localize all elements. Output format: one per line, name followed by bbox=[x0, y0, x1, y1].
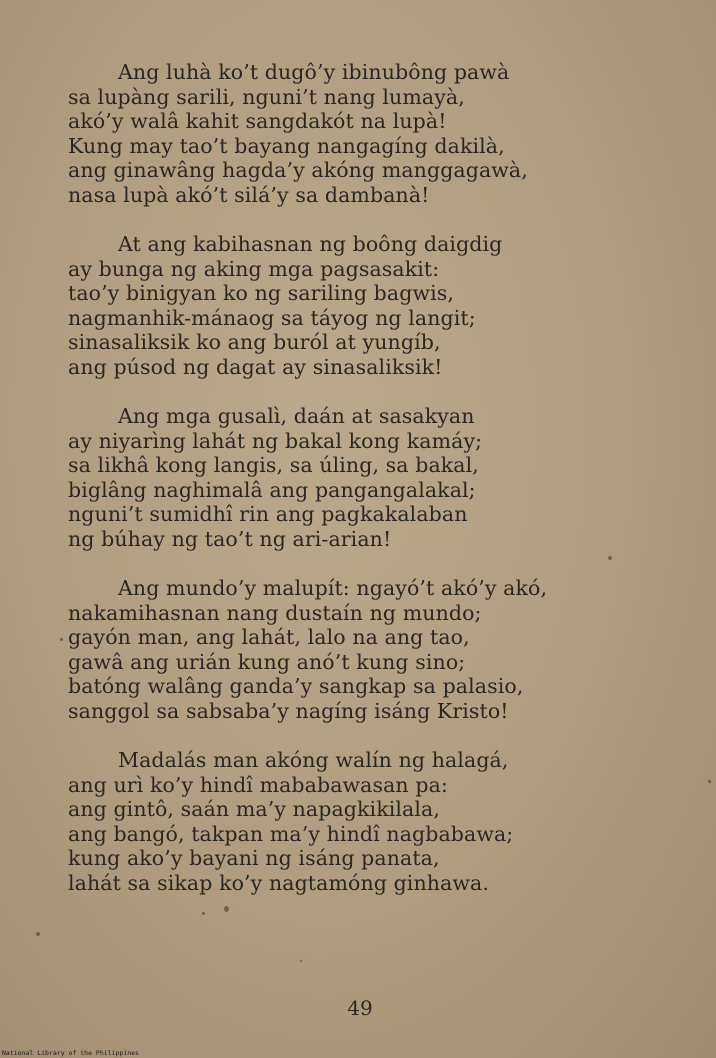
poem-line: Madalás man akóng walín ng halagá, bbox=[118, 748, 509, 772]
poem-line: Kung may tao’t bayang nangagíng dakilà, bbox=[68, 133, 505, 158]
poem-line: At ang kabihasnan ng boông daigdig bbox=[118, 232, 503, 256]
poem-line: nguni’t sumidhî rin ang pagkakalaban bbox=[68, 502, 468, 527]
poem-line: Ang mga gusalì, daán at sasakyan bbox=[118, 404, 475, 428]
poem-line: gawâ ang urián kung anó’t kung sino; bbox=[68, 649, 466, 674]
poem-line: ang bangó, takpan ma’y hindî nagbabawa; bbox=[68, 821, 514, 846]
paper-speck bbox=[60, 638, 63, 641]
poem-line: ang púsod ng dagat ay sinasaliksik! bbox=[68, 354, 443, 379]
poem-line: gayón man, ang lahát, lalo na ang tao, bbox=[68, 625, 470, 650]
paper-speck bbox=[300, 960, 302, 962]
stanza-4 bbox=[68, 576, 628, 724]
paper-speck bbox=[202, 912, 205, 915]
poem-line: sinasaliksik ko ang buról at yungíb, bbox=[68, 330, 441, 355]
poem-line: sanggol sa sabsaba’y nagíng isáng Kristo! bbox=[68, 698, 509, 723]
poem-line: lahát sa sikap ko’y nagtamóng ginhawa. bbox=[68, 870, 489, 895]
poem-line: biglâng naghimalâ ang pangangalakal; bbox=[68, 477, 476, 502]
poem-line: batóng walâng ganda’y sangkap sa palasio, bbox=[68, 674, 524, 699]
paper-speck bbox=[224, 906, 229, 912]
poem-line: Ang mundo’y malupít: ngayó’t akó’y akó, bbox=[118, 576, 548, 600]
stanza-3 bbox=[68, 404, 628, 552]
poem-line: sa lupàng sarili, nguni’t nang lumayà, bbox=[68, 84, 465, 109]
poem-line: nagmanhik-mánaog sa táyog ng langit; bbox=[68, 305, 476, 330]
page-number: 49 bbox=[347, 996, 373, 1020]
poem-line: kung ako’y bayani ng isáng panata, bbox=[68, 846, 440, 871]
poem-line: ay bunga ng aking mga pagsasakit: bbox=[68, 256, 440, 281]
stanza-2 bbox=[68, 232, 628, 380]
poem-line: ang gintô, saán ma’y napagkikilala, bbox=[68, 797, 440, 822]
poem-line: nakamihasnan nang dustaín ng mundo; bbox=[68, 600, 482, 625]
poem-line: ng búhay ng tao’t ng ari-arian! bbox=[68, 526, 392, 551]
paper-speck bbox=[36, 932, 40, 936]
library-watermark: National Library of the Philippines bbox=[2, 1049, 139, 1057]
stanza-5 bbox=[68, 748, 628, 896]
poem-line: akó’y walâ kahit sangdakót na lupà! bbox=[68, 109, 447, 134]
poem-line: ang urì ko’y hindî mababawasan pa: bbox=[68, 772, 448, 797]
poem-line: sa likhâ kong langis, sa úling, sa bakal, bbox=[68, 453, 479, 478]
poem-line: ay niyarìng lahát ng bakal kong kamáy; bbox=[68, 428, 483, 453]
poem-line: tao’y binigyan ko ng sariling bagwis, bbox=[68, 281, 454, 306]
paper-speck bbox=[708, 780, 711, 783]
stanza-1 bbox=[68, 60, 628, 208]
poem-line: ang ginawâng hagda’y akóng manggagawà, bbox=[68, 158, 528, 183]
poem-line: Ang luhà ko’t dugô’y ibinubông pawà bbox=[118, 60, 510, 84]
poem-line: nasa lupà akó’t silá’y sa dambanà! bbox=[68, 182, 430, 207]
paper-speck bbox=[608, 556, 612, 560]
